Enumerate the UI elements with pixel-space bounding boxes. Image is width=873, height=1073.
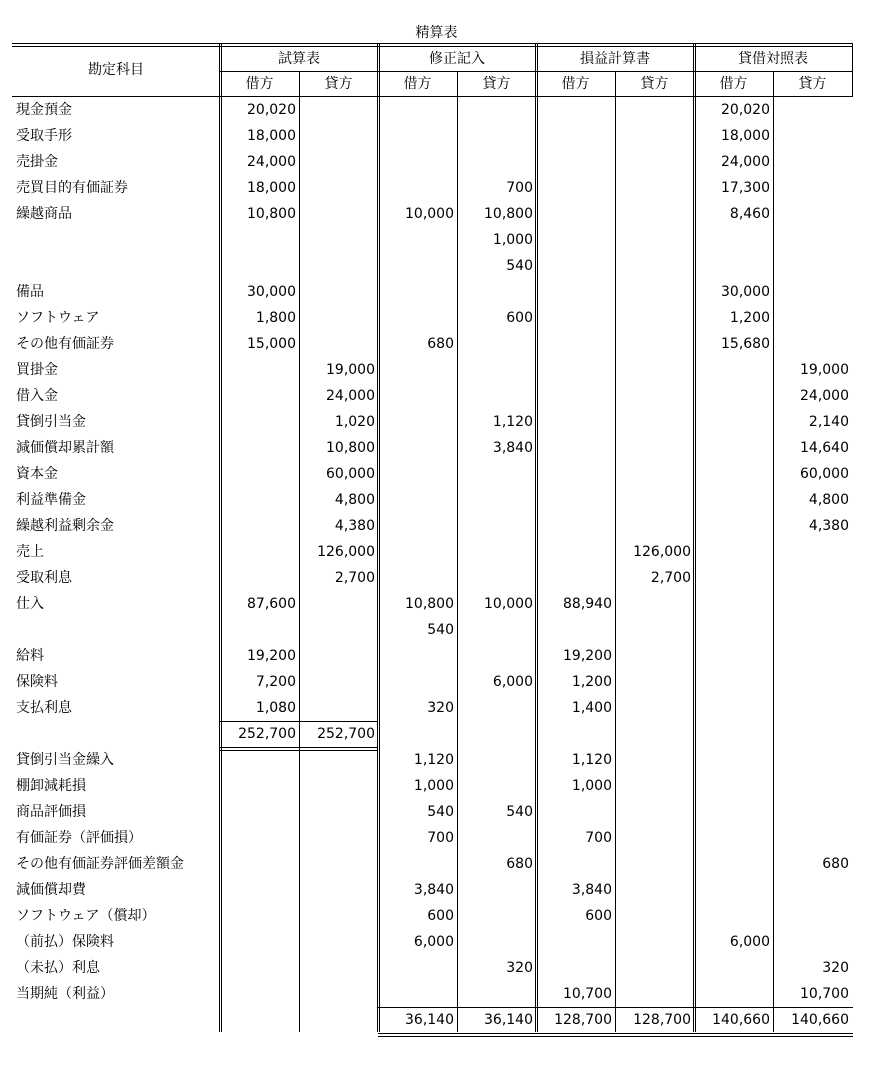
amount-cell: 87,600 bbox=[247, 596, 296, 612]
amount-cell: 4,800 bbox=[334, 492, 375, 508]
amount-cell: 4,800 bbox=[808, 492, 849, 508]
amount-cell: 3,840 bbox=[571, 882, 612, 898]
account-name: 受取利息 bbox=[16, 570, 72, 586]
balance-sheet-credit-header: 貸方 bbox=[798, 76, 827, 92]
group-divider-double bbox=[537, 43, 538, 1032]
account-name: 支払利息 bbox=[16, 700, 72, 716]
account-name: 買掛金 bbox=[16, 362, 58, 378]
account-name: 当期純（利益） bbox=[16, 986, 114, 1002]
amount-cell: 700 bbox=[427, 830, 454, 846]
amount-cell: 20,020 bbox=[247, 102, 296, 118]
amount-cell: 2,140 bbox=[808, 414, 849, 430]
adjustments-credit-header: 貸方 bbox=[482, 76, 511, 92]
grand-total-top-rule bbox=[378, 1007, 853, 1008]
amount-cell: 320 bbox=[822, 960, 849, 976]
trial-balance-credit-header: 貸方 bbox=[324, 76, 353, 92]
amount-cell: 1,400 bbox=[571, 700, 612, 716]
grand-total-bottom-rule bbox=[378, 1033, 853, 1034]
amount-cell: 15,680 bbox=[721, 336, 770, 352]
amount-cell: 540 bbox=[427, 804, 454, 820]
account-name: 有価証券（評価損） bbox=[16, 830, 142, 846]
amount-cell: 126,000 bbox=[317, 544, 375, 560]
group-divider-double bbox=[379, 43, 380, 1032]
amount-cell: 1,120 bbox=[413, 752, 454, 768]
income-statement-debit-header: 借方 bbox=[561, 76, 590, 92]
group-divider-double bbox=[221, 43, 222, 1032]
account-name: 貸倒引当金繰入 bbox=[16, 752, 114, 768]
amount-cell: 700 bbox=[506, 180, 533, 196]
total-cell: 128,700 bbox=[554, 1012, 612, 1028]
amount-cell: 17,300 bbox=[721, 180, 770, 196]
amount-cell: 252,700 bbox=[317, 726, 375, 742]
debit-credit-divider bbox=[773, 71, 774, 1032]
amount-cell: 14,640 bbox=[800, 440, 849, 456]
account-name: ソフトウェア bbox=[16, 310, 100, 326]
account-name: 棚卸減耗損 bbox=[16, 778, 86, 794]
amount-cell: 1,120 bbox=[492, 414, 533, 430]
amount-cell: 2,700 bbox=[334, 570, 375, 586]
amount-cell: 1,200 bbox=[571, 674, 612, 690]
amount-cell: 1,000 bbox=[571, 778, 612, 794]
account-name: 売上 bbox=[16, 544, 44, 560]
group-divider-double bbox=[695, 43, 696, 1032]
account-name: その他有価証券 bbox=[16, 336, 114, 352]
amount-cell: 6,000 bbox=[729, 934, 770, 950]
account-name: 備品 bbox=[16, 284, 44, 300]
amount-cell: 6,000 bbox=[413, 934, 454, 950]
account-name: 借入金 bbox=[16, 388, 58, 404]
amount-cell: 10,700 bbox=[563, 986, 612, 1002]
adjustments-debit-header: 借方 bbox=[403, 76, 432, 92]
amount-cell: 600 bbox=[585, 908, 612, 924]
amount-cell: 680 bbox=[822, 856, 849, 872]
amount-cell: 1,020 bbox=[334, 414, 375, 430]
amount-cell: 20,020 bbox=[721, 102, 770, 118]
amount-cell: 60,000 bbox=[800, 466, 849, 482]
amount-cell: 88,940 bbox=[563, 596, 612, 612]
amount-cell: 19,000 bbox=[326, 362, 375, 378]
amount-cell: 126,000 bbox=[633, 544, 691, 560]
group-divider bbox=[693, 43, 694, 1032]
account-name: ソフトウェア（償却） bbox=[16, 908, 156, 924]
amount-cell: 600 bbox=[506, 310, 533, 326]
amount-cell: 15,000 bbox=[247, 336, 296, 352]
amount-cell: 320 bbox=[427, 700, 454, 716]
amount-cell: 30,000 bbox=[247, 284, 296, 300]
amount-cell: 3,840 bbox=[413, 882, 454, 898]
amount-cell: 10,800 bbox=[405, 596, 454, 612]
amount-cell: 540 bbox=[427, 622, 454, 638]
balance-sheet-debit-header: 借方 bbox=[719, 76, 748, 92]
amount-cell: 1,000 bbox=[413, 778, 454, 794]
income-statement-header: 損益計算書 bbox=[580, 51, 650, 67]
amount-cell: 1,200 bbox=[729, 310, 770, 326]
total-cell: 36,140 bbox=[405, 1012, 454, 1028]
amount-cell: 18,000 bbox=[247, 128, 296, 144]
amount-cell: 540 bbox=[506, 258, 533, 274]
amount-cell: 10,800 bbox=[326, 440, 375, 456]
right-edge bbox=[852, 43, 853, 97]
trial-total-bottom-rule-double bbox=[220, 750, 378, 751]
total-cell: 36,140 bbox=[484, 1012, 533, 1028]
amount-cell: 700 bbox=[585, 830, 612, 846]
total-cell: 128,700 bbox=[633, 1012, 691, 1028]
balance-sheet-header: 貸借対照表 bbox=[738, 51, 808, 67]
sheet-title: 精算表 bbox=[415, 25, 458, 41]
account-name: 保険料 bbox=[16, 674, 58, 690]
total-cell: 140,660 bbox=[712, 1012, 770, 1028]
amount-cell: 600 bbox=[427, 908, 454, 924]
account-name: その他有価証券評価差額金 bbox=[16, 856, 184, 872]
amount-cell: 7,200 bbox=[255, 674, 296, 690]
debit-credit-divider bbox=[299, 71, 300, 1032]
account-name: 商品評価損 bbox=[16, 804, 86, 820]
account-name: 減価償却費 bbox=[16, 882, 86, 898]
group-divider bbox=[219, 43, 220, 1032]
amount-cell: 1,120 bbox=[571, 752, 612, 768]
amount-cell: 10,000 bbox=[405, 206, 454, 222]
amount-cell: 19,000 bbox=[800, 362, 849, 378]
account-name: 資本金 bbox=[16, 466, 58, 482]
account-name: 減価償却累計額 bbox=[16, 440, 114, 456]
trial-total-bottom-rule bbox=[220, 747, 378, 748]
amount-cell: 19,200 bbox=[563, 648, 612, 664]
amount-cell: 18,000 bbox=[247, 180, 296, 196]
amount-cell: 18,000 bbox=[721, 128, 770, 144]
header-top-rule bbox=[12, 43, 853, 44]
trial-total-top-rule bbox=[220, 721, 378, 722]
debit-credit-divider bbox=[615, 71, 616, 1032]
trial-balance-header: 試算表 bbox=[278, 51, 320, 67]
amount-cell: 320 bbox=[506, 960, 533, 976]
grand-total-bottom-rule-double bbox=[378, 1036, 853, 1037]
amount-cell: 19,200 bbox=[247, 648, 296, 664]
account-name: 仕入 bbox=[16, 596, 44, 612]
amount-cell: 4,380 bbox=[808, 518, 849, 534]
account-name: 給料 bbox=[16, 648, 44, 664]
amount-cell: 24,000 bbox=[800, 388, 849, 404]
amount-cell: 1,000 bbox=[492, 232, 533, 248]
account-column-header: 勘定科目 bbox=[88, 62, 144, 78]
amount-cell: 10,000 bbox=[484, 596, 533, 612]
amount-cell: 10,700 bbox=[800, 986, 849, 1002]
amount-cell: 60,000 bbox=[326, 466, 375, 482]
amount-cell: 4,380 bbox=[334, 518, 375, 534]
account-name: 売掛金 bbox=[16, 154, 58, 170]
amount-cell: 10,800 bbox=[484, 206, 533, 222]
amount-cell: 24,000 bbox=[247, 154, 296, 170]
amount-cell: 3,840 bbox=[492, 440, 533, 456]
account-name: 繰越商品 bbox=[16, 206, 72, 222]
amount-cell: 30,000 bbox=[721, 284, 770, 300]
group-divider bbox=[377, 43, 378, 1032]
amount-cell: 24,000 bbox=[721, 154, 770, 170]
income-statement-credit-header: 貸方 bbox=[640, 76, 669, 92]
account-name: 貸倒引当金 bbox=[16, 414, 86, 430]
debit-credit-divider bbox=[457, 71, 458, 1032]
total-cell: 140,660 bbox=[791, 1012, 849, 1028]
amount-cell: 680 bbox=[427, 336, 454, 352]
account-name: （前払）保険料 bbox=[16, 934, 114, 950]
amount-cell: 1,080 bbox=[255, 700, 296, 716]
amount-cell: 252,700 bbox=[238, 726, 296, 742]
account-name: 受取手形 bbox=[16, 128, 72, 144]
amount-cell: 6,000 bbox=[492, 674, 533, 690]
trial-balance-debit-header: 借方 bbox=[245, 76, 274, 92]
group-divider bbox=[535, 43, 536, 1032]
amount-cell: 680 bbox=[506, 856, 533, 872]
account-name: 売買目的有価証券 bbox=[16, 180, 128, 196]
amount-cell: 540 bbox=[506, 804, 533, 820]
account-name: （未払）利息 bbox=[16, 960, 100, 976]
amount-cell: 2,700 bbox=[650, 570, 691, 586]
amount-cell: 1,800 bbox=[255, 310, 296, 326]
adjustments-header: 修正記入 bbox=[429, 51, 485, 67]
amount-cell: 24,000 bbox=[326, 388, 375, 404]
amount-cell: 8,460 bbox=[729, 206, 770, 222]
account-name: 現金預金 bbox=[16, 102, 72, 118]
account-name: 繰越利益剰余金 bbox=[16, 518, 114, 534]
account-name: 利益準備金 bbox=[16, 492, 86, 508]
amount-cell: 10,800 bbox=[247, 206, 296, 222]
